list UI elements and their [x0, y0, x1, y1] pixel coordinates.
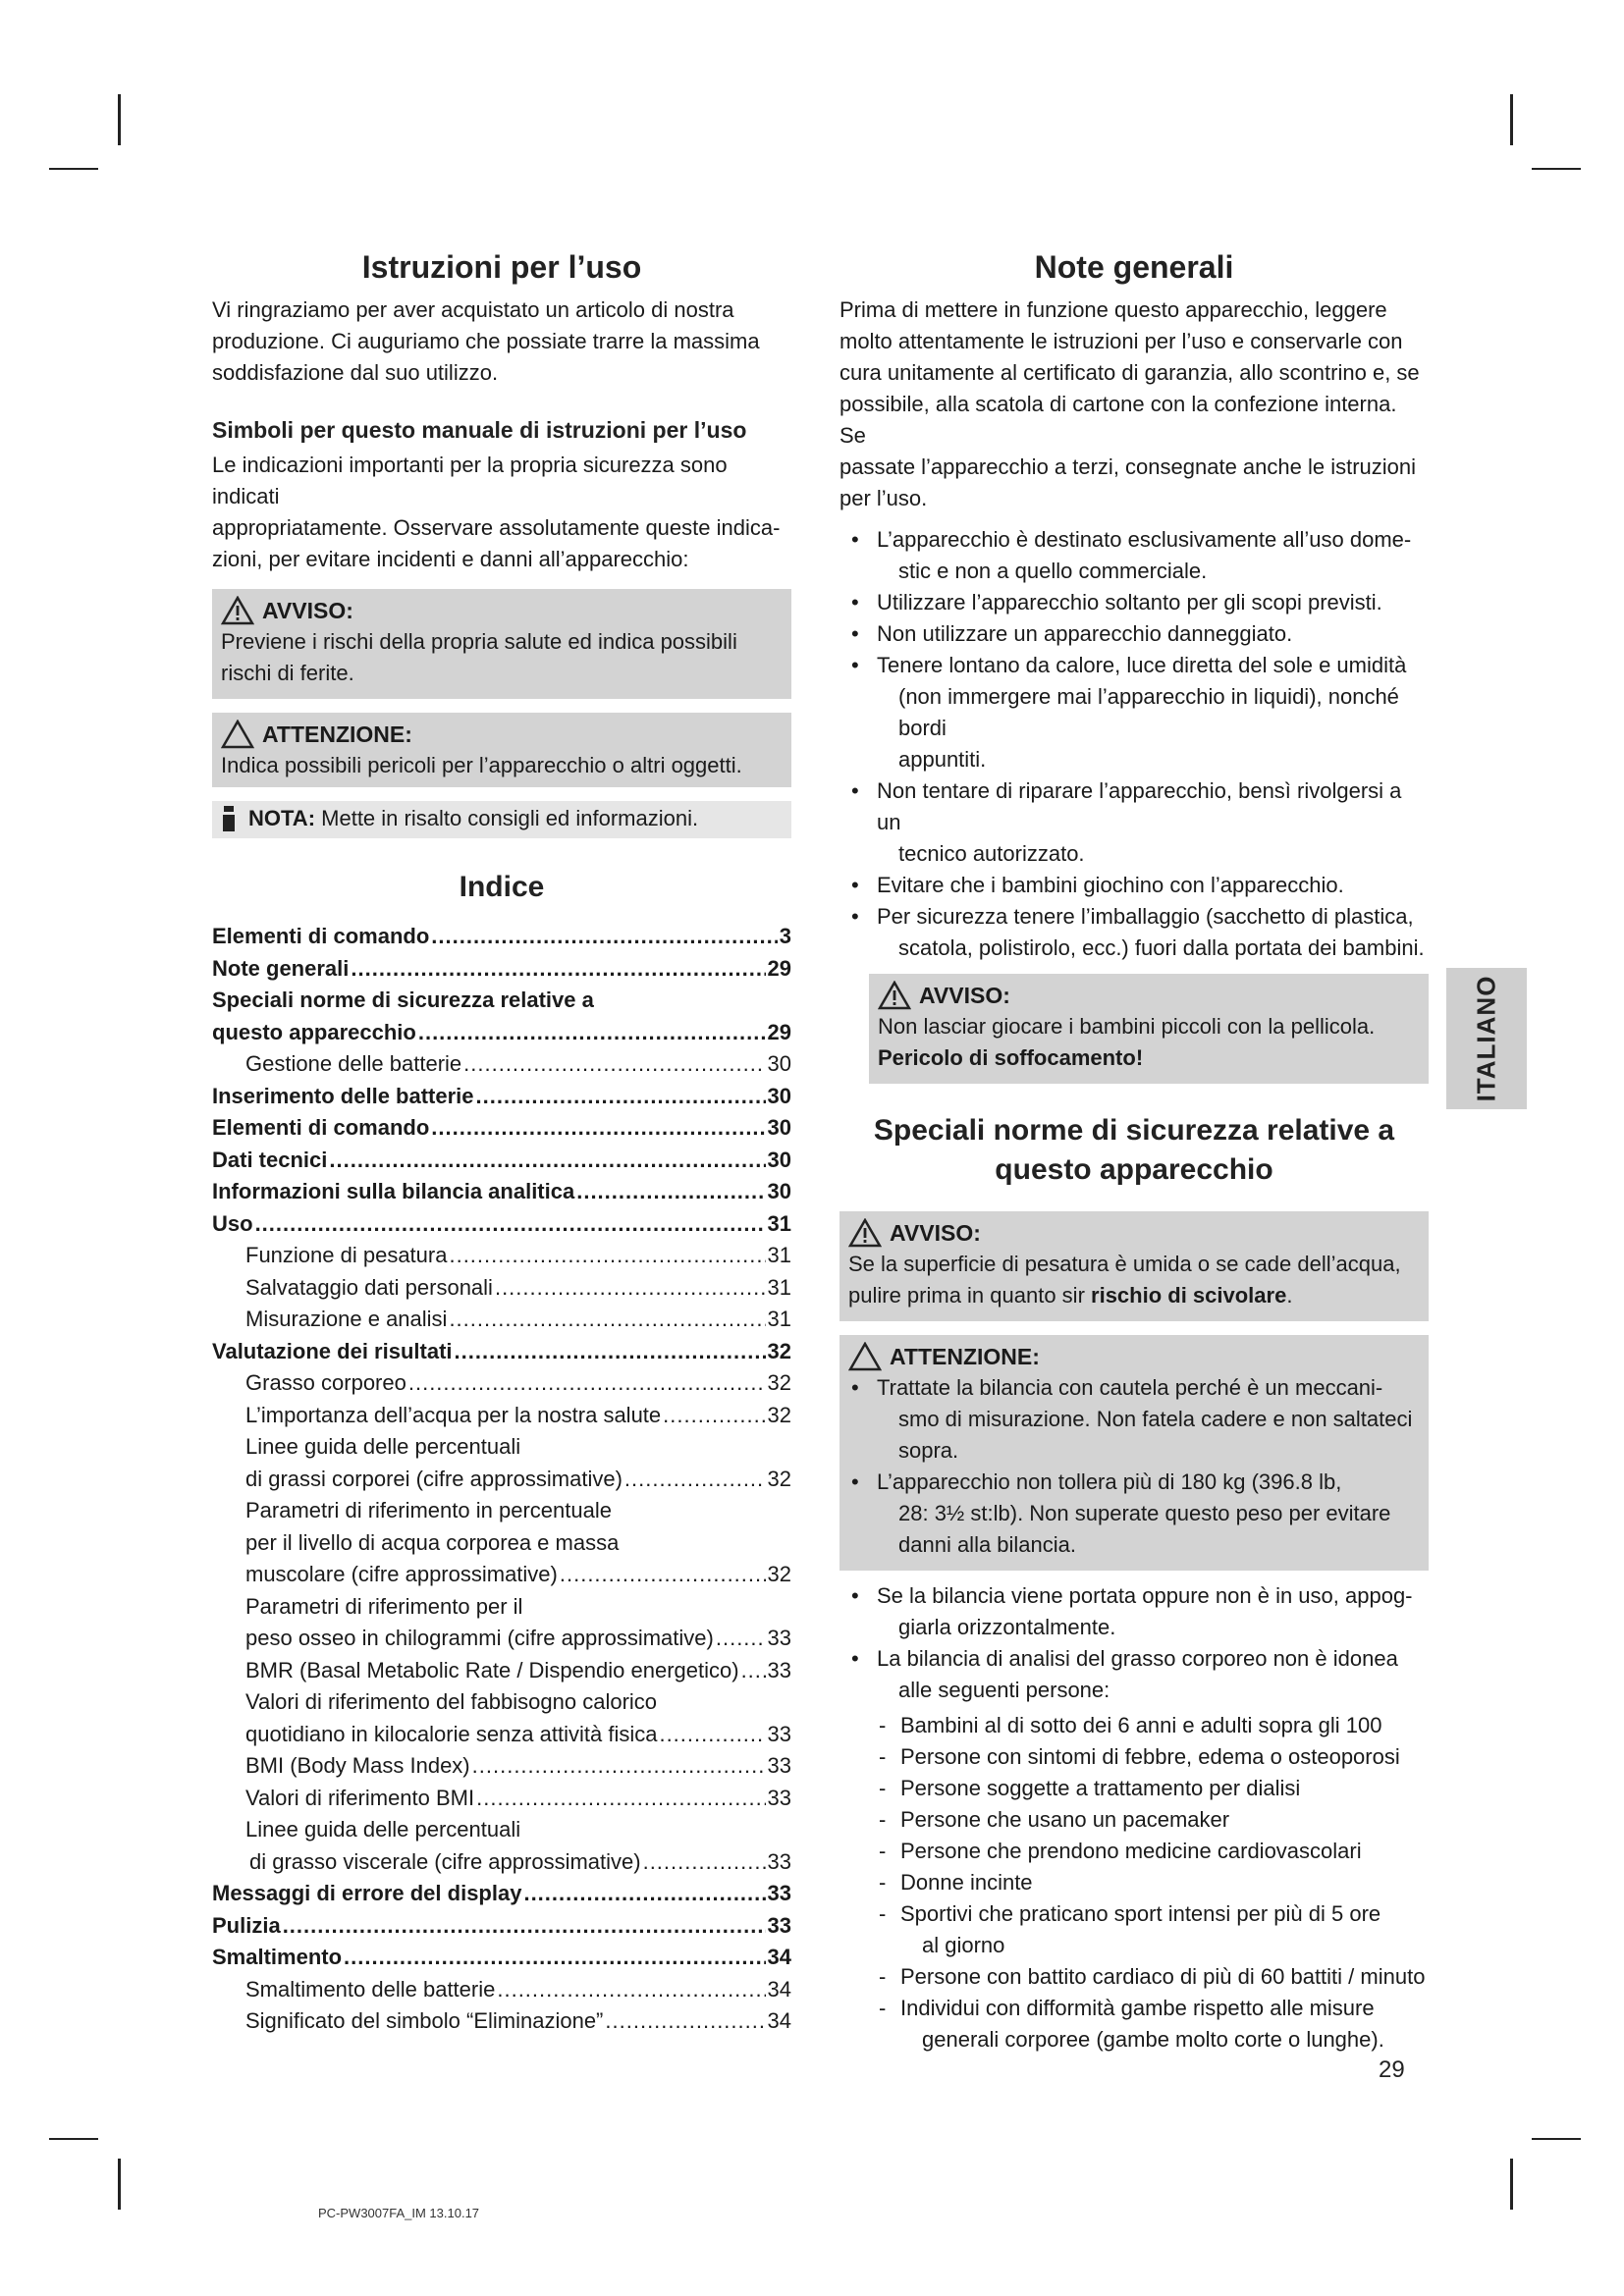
symbols-heading: Simboli per questo manuale di istruzioni per l’uso — [212, 417, 747, 443]
list-item — [839, 1773, 1429, 1804]
list-item-line: • Tenere lontano da calore, luce diretta del sole e umidità — [877, 653, 1407, 677]
toc-entry-title: Grasso corporeo — [245, 1370, 406, 1395]
list-item-line: al giorno — [922, 1933, 1005, 1957]
list-item — [839, 587, 1429, 618]
toc-entry-title: Gestione delle batterie — [245, 1051, 462, 1076]
toc-dot-leader — [476, 1081, 766, 1113]
safety-title — [839, 1111, 1429, 1190]
table-of-contents — [212, 921, 791, 2038]
list-item — [839, 1961, 1429, 1993]
toc-entry-title: Significato del simbolo “Eliminazione” — [245, 2008, 604, 2033]
toc-entry — [212, 1145, 791, 1177]
warning-triangle-icon — [221, 720, 254, 749]
toc-entry-page: 30 — [767, 1115, 791, 1140]
avviso-box — [212, 589, 791, 699]
list-item — [839, 1836, 1429, 1867]
toc-dot-leader — [449, 1240, 765, 1272]
toc-entry-page: 3 — [779, 924, 791, 948]
toc-entry-page: 33 — [767, 1881, 791, 1905]
safety-title-line: Speciali norme di sicurezza relative a — [873, 1114, 1395, 1147]
list-item-line: • Se la bilancia viene portata oppure non è in uso, appog- — [877, 1583, 1413, 1608]
list-item — [839, 524, 1429, 587]
general-notes-intro — [839, 294, 1429, 514]
avviso-line: Se la superficie di pesatura è umida o se cade dell’acqua, — [848, 1252, 1401, 1276]
toc-entry-title: Smaltimento — [212, 1945, 343, 1969]
toc-entry-page: 31 — [767, 1243, 791, 1267]
toc-entry — [212, 1846, 791, 1879]
toc-dot-leader — [455, 1336, 766, 1368]
toc-entry-page: 34 — [767, 2008, 791, 2033]
list-item-line: • Evitare che i bambini giochino con l’apparecchio. — [877, 873, 1344, 897]
nota-label: NOTA: — [248, 806, 316, 830]
list-item — [839, 1867, 1429, 1898]
list-item-line: • L’apparecchio non tollera più di 180 kg (396.8 lb, — [877, 1469, 1342, 1494]
toc-entry-title: muscolare (cifre approssimative) — [245, 1562, 558, 1586]
avviso-text: pulire prima in quanto sir — [848, 1283, 1092, 1308]
toc-dot-leader — [663, 1400, 765, 1432]
list-item-line: - Persone che prendono medicine cardiovascolari — [900, 1839, 1362, 1863]
toc-entry-page: 30 — [767, 1147, 791, 1172]
toc-entry-text: Valori di riferimento del fabbisogno calorico — [245, 1689, 658, 1714]
toc-entry-title: quotidiano in kilocalorie senza attività fisica — [245, 1721, 658, 1746]
toc-entry — [212, 1559, 791, 1591]
toc-entry — [212, 1176, 791, 1208]
list-item-line: - Bambini al di sotto dei 6 anni e adulti sopra gli 100 — [900, 1713, 1382, 1737]
list-item — [839, 775, 1429, 870]
avviso-text-bold: rischio di scivolare — [1091, 1283, 1287, 1308]
avviso-line: rischi di ferite. — [221, 661, 354, 685]
avviso-title: AVVISO: — [890, 1220, 981, 1246]
toc-entry — [212, 1783, 791, 1815]
toc-entry-title: Dati tecnici — [212, 1147, 328, 1172]
toc-entry-page: 29 — [767, 955, 791, 981]
attenzione-bilancia-box — [839, 1335, 1429, 1571]
toc-entry-title: L’importanza dell’acqua per la nostra salute — [245, 1402, 662, 1427]
list-item-line: - Persone che usano un pacemaker — [900, 1807, 1230, 1832]
intro-line: possibile, alla scatola di cartone con la confezione interna. Se — [839, 392, 1397, 448]
toc-entry-title: peso osseo in chilogrammi (cifre approssimative) — [245, 1626, 714, 1650]
toc-dot-leader — [476, 1783, 765, 1815]
footer-code: PC-PW3007FA_IM 13.10.17 — [318, 2206, 480, 2220]
toc-entry-page: 33 — [767, 1912, 791, 1938]
toc-entry-text: Linee guida delle percentuali — [245, 1817, 521, 1842]
toc-entry — [212, 921, 791, 953]
list-item — [839, 1710, 1429, 1741]
toc-entry-title: BMI (Body Mass Index) — [245, 1753, 470, 1778]
list-item-line: tecnico autorizzato. — [898, 841, 1085, 866]
toc-entry — [212, 1910, 791, 1943]
intro-paragraph — [212, 294, 791, 389]
crop-mark — [1532, 168, 1581, 170]
toc-entry-page: 32 — [767, 1370, 791, 1395]
toc-dot-leader — [576, 1176, 765, 1208]
list-item-line: 28: 3½ st:lb). Non superate questo peso per evitare — [898, 1501, 1391, 1525]
warning-exclamation-icon — [221, 596, 254, 625]
toc-entry-page: 31 — [767, 1307, 791, 1331]
toc-dot-leader — [495, 1272, 766, 1305]
toc-entry-title: di grasso viscerale (cifre approssimative) — [249, 1848, 641, 1874]
toc-dot-leader — [329, 1145, 765, 1177]
toc-entry-page: 30 — [767, 1083, 791, 1108]
toc-entry-page: 33 — [767, 1753, 791, 1778]
nota-box — [212, 801, 791, 838]
toc-entry-page: 33 — [767, 1626, 791, 1650]
toc-entry-text: Linee guida delle percentuali — [245, 1434, 521, 1459]
right-column — [839, 247, 1429, 2056]
avviso-title: AVVISO: — [262, 598, 353, 623]
toc-entry-page: 34 — [767, 1976, 791, 2002]
list-item — [839, 650, 1429, 775]
toc-entry — [212, 1240, 791, 1272]
list-item — [839, 1804, 1429, 1836]
toc-entry — [212, 1367, 791, 1400]
intro-line: produzione. Ci auguriamo che possiate trarre la massima — [212, 329, 760, 353]
avviso-line — [848, 1280, 1420, 1311]
toc-entry-text: Parametri di riferimento in percentuale — [245, 1498, 612, 1522]
intro-line: passate l’apparecchio a terzi, consegnate anche le istruzioni — [839, 454, 1417, 479]
toc-entry-text: per il livello di acqua corporea e massa — [245, 1529, 620, 1555]
toc-dot-leader — [408, 1367, 766, 1400]
index-title: Indice — [459, 871, 545, 903]
toc-entry — [212, 1974, 791, 2006]
intro-line: Prima di mettere in funzione questo apparecchio, leggere — [839, 297, 1387, 322]
list-item-line: alle seguenti persone: — [898, 1678, 1110, 1702]
toc-dot-leader — [344, 1942, 765, 1974]
toc-dot-leader — [497, 1974, 765, 2006]
toc-dot-leader — [431, 921, 777, 953]
attenzione-title: ATTENZIONE: — [262, 721, 412, 747]
intro-line: soddisfazione dal suo utilizzo. — [212, 360, 499, 385]
crop-mark — [1510, 2159, 1513, 2210]
list-item-line: sopra. — [898, 1438, 959, 1463]
toc-entry-title: Valutazione dei risultati — [212, 1338, 453, 1363]
toc-dot-leader — [449, 1304, 765, 1336]
list-item-line: - Persone con sintomi di febbre, edema o osteoporosi — [900, 1744, 1400, 1769]
list-item-line: • Per sicurezza tenere l’imballaggio (sacchetto di plastica, — [877, 904, 1414, 929]
list-item-line: • Non utilizzare un apparecchio danneggiato. — [877, 621, 1293, 646]
toc-entry — [212, 1048, 791, 1081]
toc-entry-page: 33 — [767, 1785, 791, 1810]
toc-entry — [212, 2005, 791, 2038]
symbols-line: appropriatamente. Osservare assolutamente queste indica- — [212, 515, 781, 540]
list-item-line: scatola, polistirolo, ecc.) fuori dalla portata dei bambini. — [898, 935, 1425, 960]
toc-entry-page: 32 — [767, 1338, 791, 1363]
list-item — [839, 870, 1429, 901]
info-icon — [221, 806, 237, 831]
toc-entry-page: 31 — [767, 1274, 791, 1300]
attenzione-box — [212, 713, 791, 787]
language-tab-label: ITALIANO — [1471, 975, 1501, 1102]
toc-entry-title: Funzione di pesatura — [245, 1243, 448, 1267]
warning-exclamation-icon — [878, 981, 911, 1010]
intro-line: molto attentamente le istruzioni per l’uso e conservarle con — [839, 329, 1403, 353]
toc-entry-title: Elementi di comando — [212, 924, 430, 948]
toc-entry-title: Smaltimento delle batterie — [245, 1976, 496, 2002]
avviso-line: Previene i rischi della propria salute ed indica possibili — [221, 629, 737, 654]
toc-entry-page: 30 — [767, 1051, 791, 1076]
toc-entry-page: 33 — [767, 1721, 791, 1746]
toc-entry-page: 31 — [767, 1210, 791, 1236]
avviso-pellicola-box — [869, 974, 1429, 1084]
toc-entry — [212, 1655, 791, 1687]
toc-dot-leader — [643, 1846, 766, 1879]
toc-entry-title: BMR (Basal Metabolic Rate / Dispendio energetico) — [245, 1657, 739, 1682]
list-item — [839, 901, 1429, 964]
toc-entry-title: Pulizia — [212, 1912, 281, 1938]
list-item-line: (non immergere mai l’apparecchio in liquidi), nonché bordi — [898, 684, 1399, 740]
toc-entry — [212, 1336, 791, 1368]
list-item-line: stic e non a quello commerciale. — [898, 559, 1208, 583]
list-item-line: danni alla bilancia. — [898, 1532, 1077, 1557]
toc-dot-leader — [560, 1559, 766, 1591]
list-item — [839, 1993, 1429, 2056]
toc-entry — [212, 1878, 791, 1910]
toc-dot-leader — [605, 2005, 765, 2038]
avviso-scivolare-box — [839, 1211, 1429, 1321]
toc-entry-page: 32 — [767, 1402, 791, 1427]
toc-dot-leader — [351, 953, 765, 986]
list-item-line: • Trattate la bilancia con cautela perché è un meccani- — [877, 1375, 1383, 1400]
toc-entry — [212, 1272, 791, 1305]
avviso-title: AVVISO: — [919, 983, 1010, 1008]
list-item — [839, 1643, 1429, 1706]
left-column — [212, 247, 791, 2038]
page-number: 29 — [1379, 2056, 1405, 2083]
toc-entry-page: 33 — [767, 1848, 791, 1874]
toc-entry-title: Note generali — [212, 955, 350, 981]
attenzione-list — [839, 1372, 1420, 1561]
toc-entry-page: 32 — [767, 1466, 791, 1491]
list-item-line: - Persone soggette a trattamento per dialisi — [900, 1776, 1301, 1800]
toc-entry-page: 34 — [767, 1945, 791, 1969]
warning-exclamation-icon — [848, 1218, 882, 1248]
attenzione-title: ATTENZIONE: — [890, 1344, 1040, 1369]
list-item-line: smo di misurazione. Non fatela cadere e non saltateci — [898, 1407, 1413, 1431]
toc-dot-leader — [418, 1017, 766, 1049]
toc-entry — [212, 1750, 791, 1783]
page-title: Istruzioni per l’uso — [361, 249, 642, 285]
symbols-line: zioni, per evitare incidenti e danni all’apparecchio: — [212, 547, 689, 571]
list-item-line: • Non tentare di riparare l’apparecchio, bensì rivolgersi a un — [877, 778, 1402, 834]
list-item — [839, 1898, 1429, 1961]
list-item — [839, 1467, 1420, 1561]
warning-triangle-icon — [848, 1342, 882, 1371]
toc-entry-page: 33 — [767, 1657, 791, 1682]
crop-mark — [1510, 94, 1513, 145]
list-item-line: - Individui con difformità gambe rispetto alle misure — [900, 1996, 1375, 2020]
toc-entry-page: 30 — [767, 1179, 791, 1203]
list-item-line: appuntiti. — [898, 747, 987, 772]
toc-dot-leader — [463, 1048, 765, 1081]
list-item — [839, 1580, 1429, 1643]
toc-dot-leader — [659, 1719, 765, 1751]
toc-entry — [212, 1719, 791, 1751]
toc-entry-page: 32 — [767, 1562, 791, 1586]
toc-entry — [212, 1208, 791, 1241]
list-item-line: giarla orizzontalmente. — [898, 1615, 1116, 1639]
toc-dot-leader — [624, 1464, 766, 1496]
toc-entry-title: Inserimento delle batterie — [212, 1083, 474, 1108]
toc-entry-title: Salvataggio dati personali — [245, 1274, 493, 1300]
toc-entry — [212, 1112, 791, 1145]
toc-entry — [212, 1304, 791, 1336]
toc-dot-leader — [472, 1750, 766, 1783]
crop-mark — [49, 2138, 98, 2140]
toc-entry — [212, 1623, 791, 1655]
safety-title-line: questo apparecchio — [995, 1153, 1273, 1186]
toc-dot-leader — [431, 1112, 765, 1145]
list-item-line: • L’apparecchio è destinato esclusivamente all’uso dome- — [877, 527, 1412, 552]
language-tab — [1446, 968, 1527, 1109]
unsuitable-persons-list — [839, 1710, 1429, 2056]
symbols-line: Le indicazioni importanti per la propria sicurezza sono indicati — [212, 453, 728, 508]
list-item-line: - Donne incinte — [900, 1870, 1033, 1895]
toc-entry-text: Speciali norme di sicurezza relative a — [212, 988, 594, 1012]
toc-entry-page: 29 — [767, 1019, 791, 1044]
intro-line: cura unitamente al certificato di garanzia, allo scontrino e, se — [839, 360, 1420, 385]
intro-line: Vi ringraziamo per aver acquistato un articolo di nostra — [212, 297, 734, 322]
toc-dot-leader — [283, 1910, 766, 1943]
list-item — [839, 618, 1429, 650]
toc-entry-title: Elementi di comando — [212, 1115, 430, 1140]
list-item — [839, 1741, 1429, 1773]
list-item-line: - Sportivi che praticano sport intensi per più di 5 ore — [900, 1901, 1381, 1926]
toc-entry-title: Valori di riferimento BMI — [245, 1785, 475, 1810]
general-notes-list — [839, 524, 1429, 964]
avviso-text: . — [1286, 1283, 1293, 1308]
symbols-paragraph — [212, 450, 791, 575]
toc-entry-text: Parametri di riferimento per il — [245, 1593, 523, 1619]
usage-list — [839, 1580, 1429, 1706]
list-item-line: generali corporee (gambe molto corte o lunghe). — [922, 2027, 1384, 2052]
toc-entry-title: di grassi corporei (cifre approssimative) — [245, 1466, 623, 1491]
toc-dot-leader — [716, 1623, 766, 1655]
toc-entry — [212, 1942, 791, 1974]
toc-dot-leader — [255, 1208, 766, 1241]
crop-mark — [1532, 2138, 1581, 2140]
toc-entry — [212, 1400, 791, 1432]
toc-entry — [212, 1081, 791, 1113]
toc-dot-leader — [523, 1878, 765, 1910]
toc-entry — [212, 1017, 791, 1049]
nota-text: Mette in risalto consigli ed informazioni. — [315, 806, 699, 830]
section-title-note-generali: Note generali — [1034, 249, 1234, 285]
toc-entry — [212, 953, 791, 986]
crop-mark — [49, 168, 98, 170]
toc-dot-leader — [741, 1655, 766, 1687]
crop-mark — [118, 2159, 121, 2210]
avviso-line-bold: Pericolo di soffocamento! — [878, 1045, 1144, 1070]
toc-entry-title: Uso — [212, 1210, 253, 1236]
toc-entry-title: Messaggi di errore del display — [212, 1881, 522, 1905]
avviso-line: Non lasciar giocare i bambini piccoli con la pellicola. — [878, 1014, 1376, 1039]
list-item-line: • Utilizzare l’apparecchio soltanto per gli scopi previsti. — [877, 590, 1382, 614]
list-item-line: - Persone con battito cardiaco di più di 60 battiti / minuto — [900, 1964, 1426, 1989]
toc-entry — [212, 1464, 791, 1496]
list-item-line: • La bilancia di analisi del grasso corporeo non è idonea — [877, 1646, 1398, 1671]
list-item — [839, 1372, 1420, 1467]
crop-mark — [118, 94, 121, 145]
toc-entry-title: Informazioni sulla bilancia analitica — [212, 1179, 575, 1203]
toc-entry-title: questo apparecchio — [212, 1019, 416, 1044]
toc-entry-title: Misurazione e analisi — [245, 1307, 448, 1331]
attenzione-line: Indica possibili pericoli per l’apparecchio o altri oggetti. — [221, 753, 742, 777]
intro-line: per l’uso. — [839, 486, 928, 510]
